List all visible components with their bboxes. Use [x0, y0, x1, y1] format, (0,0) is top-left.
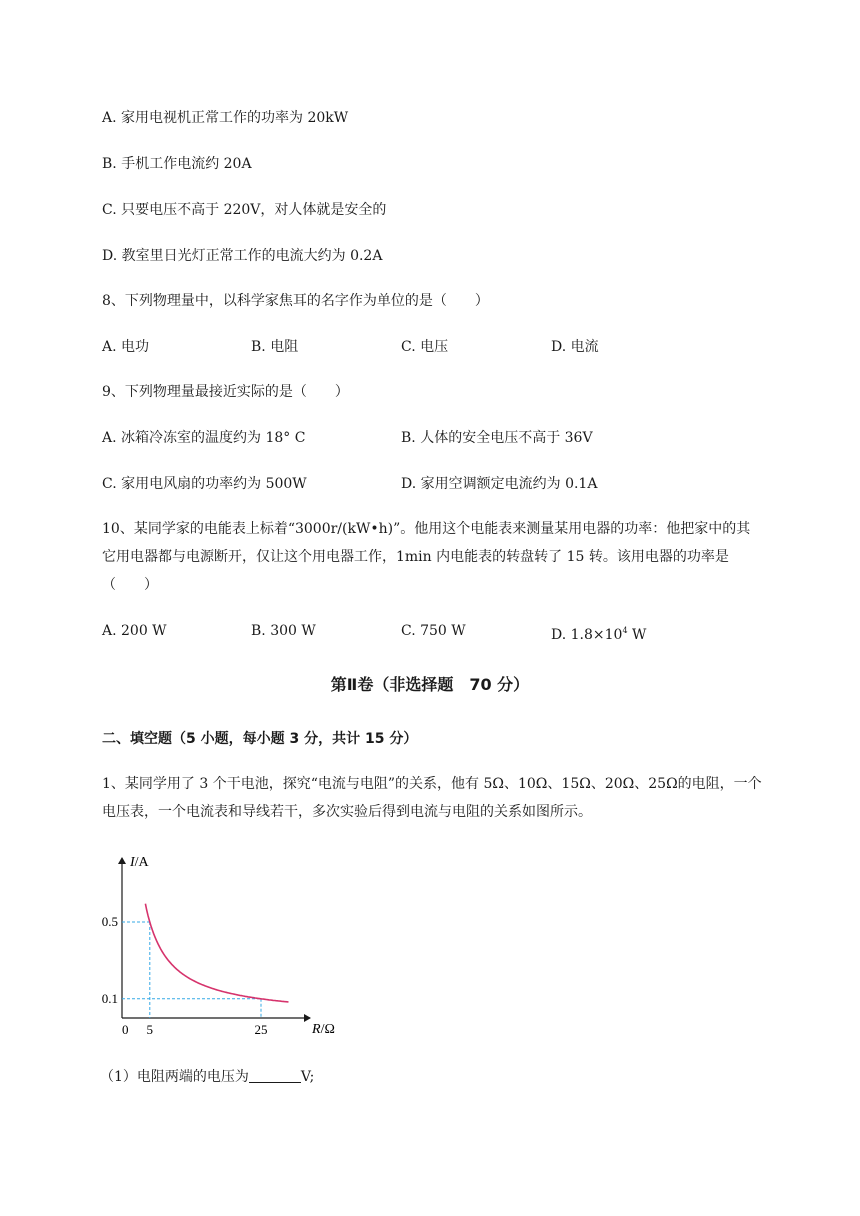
fill-q1-stem: 1、某同学用了 3 个干电池，探究“电流与电阻”的关系，他有 5Ω、10Ω、15Ω、20Ω、25Ω的电阻，一个电压表，一个电流表和导线若干，多次实验后得到电流与电阻的关系如图所示。 [102, 776, 762, 820]
q9-stem: 9、下列物理量最接近实际的是（ ） [102, 384, 349, 400]
q10-stem: 10、某同学家的电能表上标着“3000r/(kW•h)”。他用这个电能表来测量某用电器的功率：他把家中的其它用电器都与电源断开，仅让这个用电器工作，1min 内电能表的转盘转了 15 转。该用电器的功率是（ ） [102, 521, 751, 593]
fill-q1-sub1-suffix: V; [300, 1069, 315, 1085]
q8-stem: 8、下列物理量中，以科学家焦耳的名字作为单位的是（ ） [102, 293, 489, 309]
y-tick-label-0: 0.5 [101, 914, 118, 929]
fill-blank-section-title: 二、填空题（5 小题，每小题 3 分，共计 15 分） [102, 731, 418, 747]
origin-label: 0 [122, 1022, 129, 1037]
q10-option-d-prefix: D. 1.8×10 [551, 627, 623, 643]
answer-blank[interactable] [249, 1068, 301, 1083]
q7-option-d: D. 教室里日光灯正常工作的电流大约为 0.2A [102, 248, 383, 264]
q8-option-d: D. 电流 [551, 339, 599, 355]
fill-q1-sub1 [100, 1067, 314, 1087]
q8-option-b: B. 电阻 [251, 339, 299, 355]
x-axis-label: R/Ω [312, 1022, 335, 1037]
q10-option-d-suffix: W [627, 627, 647, 643]
q9-option-c: C. 家用电风扇的功率约为 500W [102, 476, 307, 492]
q9-option-a: A. 冰箱冷冻室的温度约为 18° C [102, 430, 306, 446]
q9-option-b: B. 人体的安全电压不高于 36V [401, 430, 593, 446]
y-axis-label: I/A [130, 855, 149, 870]
q8-option-c: C. 电压 [401, 339, 449, 355]
x-tick-label-1: 25 [254, 1022, 268, 1037]
q10-option-c: C. 750 W [401, 623, 466, 639]
part2-title: 第Ⅱ卷（非选择题 70 分） [330, 675, 530, 694]
current-resistance-graph [96, 848, 356, 1038]
q10-option-b: B. 300 W [251, 623, 316, 639]
q10-option-d [551, 621, 646, 645]
q10-option-a: A. 200 W [102, 623, 167, 639]
fill-q1-sub1-prefix: （1）电阻两端的电压为 [100, 1069, 249, 1085]
current-curve [145, 904, 288, 1002]
q7-option-a: A. 家用电视机正常工作的功率为 20kW [102, 110, 349, 126]
x-tick-label-0: 5 [146, 1022, 154, 1037]
q7-option-c: C. 只要电压不高于 220V，对人体就是安全的 [102, 202, 387, 218]
q9-option-d: D. 家用空调额定电流约为 0.1A [401, 476, 598, 492]
q7-option-b: B. 手机工作电流约 20A [102, 156, 252, 172]
q8-option-a: A. 电功 [102, 339, 150, 355]
q10-option-d-exponent: 4 [622, 626, 628, 635]
y-tick-label-1: 0.1 [101, 990, 118, 1006]
